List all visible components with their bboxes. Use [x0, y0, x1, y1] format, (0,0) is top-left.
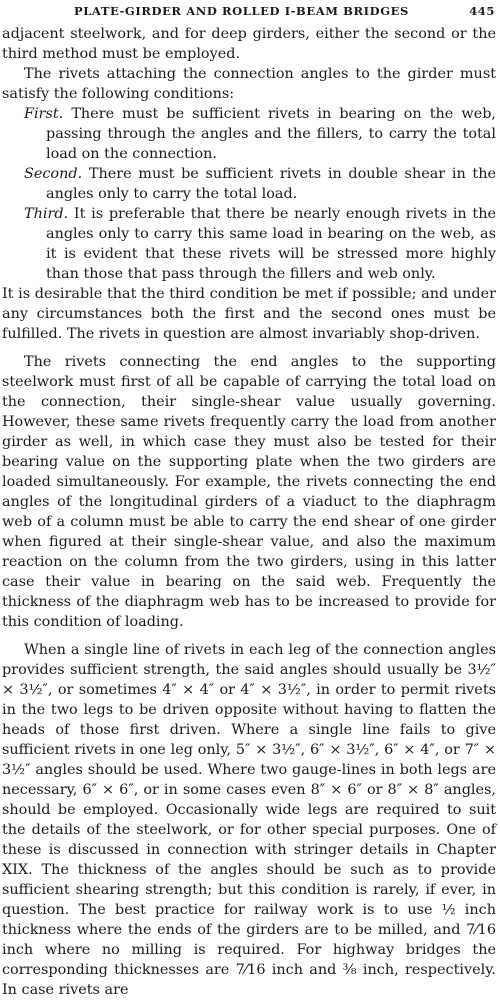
page-body	[2, 24, 496, 1000]
page-number: 445	[469, 4, 495, 18]
condition-text: It is preferable that there be nearly enough rivets in the angles only to carry this same load in bearing on the web, as it is evident that these rivets will be stressed more highly than those that pass through the fillers and web only.	[46, 206, 497, 282]
condition-label: First.	[24, 106, 64, 122]
condition-third	[2, 204, 496, 284]
condition-text: There must be sufficient rivets in double shear in the angles only to carry the total load.	[46, 166, 496, 202]
paragraph-single-line: When a single line of rivets in each leg of the connection angles provides sufficient strength, the said angles should usually be 3½″ × 3½″, or sometimes 4″ × 4″ or 4″ × 3½″, in order to permit rivets in the two legs to be driven opposite without having to flatten the heads of those first driven. Where a single line fails to give sufficient rivets in one leg only, 5″ × 3½″, 6″ × 3½″, 6″ × 4″, or 7″ × 3½″ angles should be used. Where two gauge-lines in both legs are necessary, 6″ × 6″, or in some cases even 8″ × 6″ or 8″ × 8″ angles, should be employed. Occasionally wide legs are required to suit the details of the steelwork, or for other special purposes. One of these is discussed in connection with stringer details in Chapter XIX. The thickness of the angles should be such as to provide sufficient shearing strength; but this condition is rarely, if ever, in question. The best practice for railway work is to use ½ inch thickness where the ends of the girders are to be milled, and 7⁄16 inch where no milling is required. For highway bridges the corresponding thicknesses are 7⁄16 inch and ⅜ inch, respectively. In case rivets are	[2, 642, 496, 998]
paragraph-gap	[2, 344, 496, 352]
paragraph-gap	[2, 632, 496, 640]
condition-label: Third.	[24, 206, 69, 222]
condition-label: Second.	[24, 166, 83, 182]
condition-second	[2, 164, 496, 204]
paragraph-desirable: It is desirable that the third condition be met if possible; and under any circumstances both the first and the second ones must be fulfilled. The rivets in question are almost invariably shop-driven.	[2, 286, 496, 342]
paragraph-end-angles: The rivets connecting the end angles to the supporting steelwork must first of all be capable of carrying the total load on the connection, their single-shear value usually governing. However, these same rivets frequently carry the load from another girder as well, in which case they must also be tested for their bearing value on the supporting plate when the two girders are loaded simultaneously. For example, the rivets connecting the end angles of the longitudinal girders of a viaduct to the diaphragm web of a column must be able to carry the end shear of one girder when figured at their single-shear value, and also the maximum reaction on the column from the two girders, using in this latter case their value in bearing on the said web. Frequently the thickness of the diaphragm web has to be increased to provide for this condition of loading.	[2, 354, 496, 630]
condition-text: There must be sufficient rivets in bearing on the web, passing through the angles and the fillers, to carry the total load on the connection.	[46, 106, 496, 162]
running-head	[0, 4, 500, 18]
running-title: PLATE-GIRDER AND ROLLED I-BEAM BRIDGES	[74, 4, 409, 18]
condition-first	[2, 104, 496, 164]
paragraph-continuation: adjacent steelwork, and for deep girders, either the second or the third method must be employed.	[2, 26, 496, 62]
paragraph-conditions-intro: The rivets attaching the connection angles to the girder must satisfy the following conditions:	[2, 66, 496, 102]
